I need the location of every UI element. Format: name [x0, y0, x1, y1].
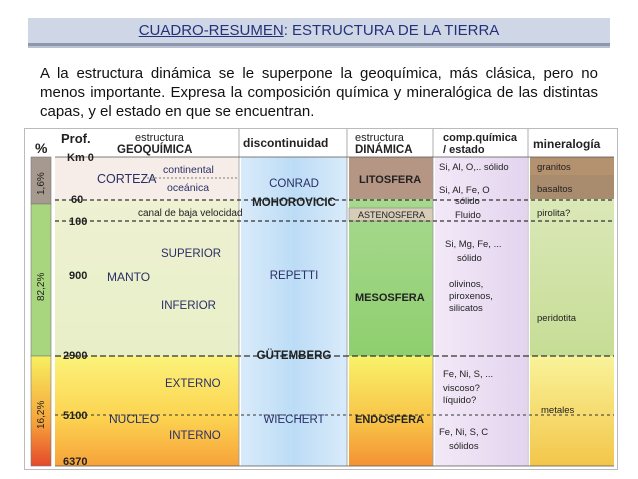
- label-oceanica: oceánica: [167, 182, 210, 194]
- min-granitos: granitos: [537, 162, 571, 173]
- label-astenosfera: ASTENOSFERA: [358, 210, 426, 220]
- label-nucleo: NUCLEO: [109, 412, 160, 426]
- depth-60: 60: [71, 194, 84, 206]
- label-low-velocity: canal de baja velocidad: [138, 208, 243, 219]
- header-depth: Prof.: [61, 131, 91, 146]
- label-interno: INTERNO: [169, 430, 221, 442]
- header-comp-line2: / estado: [443, 144, 485, 156]
- comp-3: Fluido: [455, 210, 481, 221]
- label-inferior: INFERIOR: [161, 300, 216, 312]
- header-percent: %: [35, 140, 48, 156]
- intro-paragraph: A la estructura dinámica se le superpone la geoquímica, más clásica, pero no menos importante. Expresa la composición química y mineralógica de las distintas capas, y el estado en que se encuentran.: [40, 65, 598, 120]
- label-repetti: REPETTI: [269, 270, 319, 282]
- label-manto: MANTO: [107, 270, 151, 284]
- percent-mantle: 82,2%: [36, 272, 47, 301]
- label-corteza: CORTEZA: [97, 172, 157, 186]
- comp-5-line1: olivinos,: [449, 279, 484, 290]
- title-link[interactable]: CUADRO-RESUMEN: [138, 22, 284, 39]
- comp-2-line2: sólido: [455, 196, 480, 207]
- label-mohorovicic: MOHOROVICIC: [252, 197, 336, 209]
- min-peridotita: peridotita: [537, 313, 577, 324]
- comp-4-line1: Si, Mg, Fe, ...: [445, 239, 502, 250]
- min-basaltos: basaltos: [537, 184, 573, 195]
- label-endosfera: ENDOSFERA: [355, 414, 425, 426]
- label-mesosfera: MESOSFERA: [355, 292, 425, 304]
- label-wiechert: WIECHERT: [263, 414, 325, 426]
- depth-6370: 6370: [63, 456, 88, 468]
- comp-1-line1: Si, Al, O,.. sólido: [439, 162, 509, 173]
- comp-6-line2: viscoso?: [443, 383, 480, 394]
- label-gutemberg: GÜTEMBERG: [256, 350, 332, 362]
- header-comp-line1: comp.química: [443, 132, 517, 144]
- header-discontinuity: discontinuidad: [243, 136, 329, 150]
- header-dyn-line2: DINÁMICA: [355, 144, 413, 156]
- percent-core: 16,2%: [36, 400, 47, 429]
- comp-2-line1: Si, Al, Fe, O: [439, 185, 490, 196]
- header-geo-line2: GEOQUÍMICA: [117, 144, 193, 156]
- depth-100: 100: [69, 216, 88, 228]
- title-rest: : ESTRUCTURA DE LA TIERRA: [283, 22, 500, 39]
- comp-5-line2: piroxenos,: [449, 291, 493, 302]
- comp-4-line2: sólido: [457, 253, 482, 264]
- depth-2900: 2900: [63, 350, 88, 362]
- depth-5100: 5100: [63, 410, 88, 422]
- label-externo: EXTERNO: [165, 378, 221, 390]
- min-metales: metales: [541, 405, 575, 416]
- label-conrad: CONRAD: [269, 178, 319, 190]
- header-mineralogy: mineralogía: [533, 137, 601, 151]
- percent-crust: 1,6%: [36, 172, 47, 195]
- earth-structure-diagram: [24, 128, 618, 470]
- title-bar: [28, 18, 610, 46]
- comp-5-line3: silicatos: [449, 303, 483, 314]
- mineralogy-column: [530, 157, 614, 466]
- min-pirolita: pirolita?: [537, 208, 571, 219]
- header-dyn-line1: estructura: [355, 132, 404, 144]
- comp-6-line3: líquido?: [443, 395, 477, 406]
- label-litosfera: LITOSFERA: [359, 174, 422, 186]
- depth-900: 900: [69, 270, 88, 282]
- header-geo-line1: estructura: [135, 132, 184, 144]
- comp-6-line1: Fe, Ni, S, ...: [443, 369, 494, 380]
- comp-7-line2: sólidos: [449, 441, 479, 452]
- label-superior: SUPERIOR: [161, 248, 222, 260]
- comp-7-line1: Fe, Ni, S, C: [439, 427, 489, 438]
- label-continental: continental: [163, 164, 214, 176]
- depth-0: Km 0: [67, 152, 94, 164]
